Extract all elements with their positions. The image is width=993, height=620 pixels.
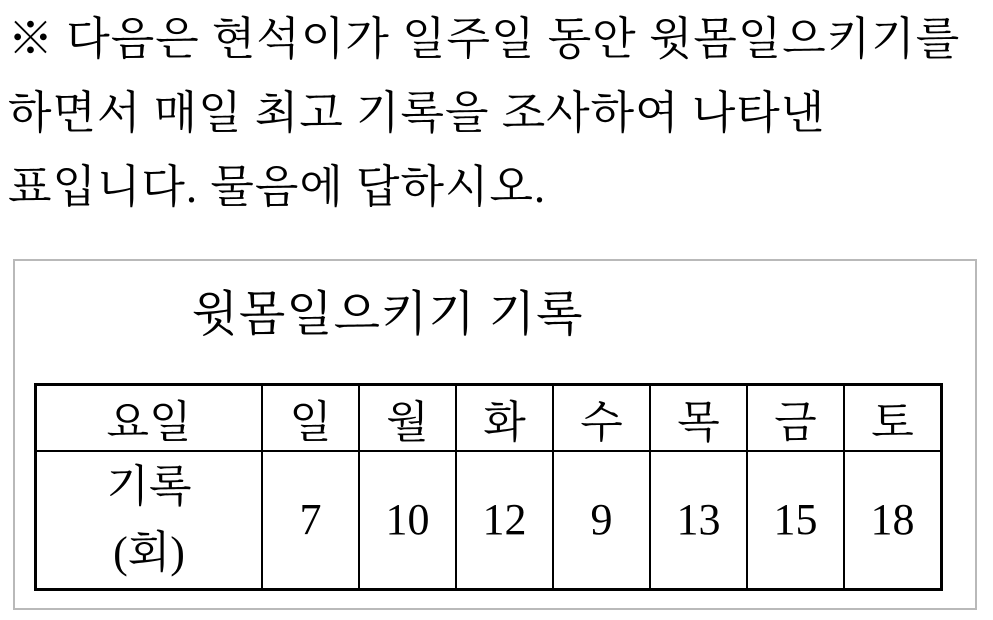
table-header-row	[36, 385, 942, 452]
header-cell-sat: 토	[844, 385, 942, 452]
value-cell-fri: 15	[747, 451, 844, 589]
header-cell-fri: 금	[747, 385, 844, 452]
record-table	[34, 383, 943, 591]
table-title: 윗몸일으키기 기록	[191, 288, 584, 341]
header-cell-thu: 목	[650, 385, 747, 452]
value-cell-sun: 7	[262, 451, 359, 589]
header-cell-day-label: 요일	[36, 385, 263, 452]
header-cell-sun: 일	[262, 385, 359, 452]
record-label-line-2: (회)	[113, 527, 185, 577]
record-label-cell	[36, 451, 263, 589]
problem-line-1: ※ 다음은 현석이가 일주일 동안 윗몸일으키기를	[8, 14, 961, 64]
value-cell-mon: 10	[359, 451, 456, 589]
record-label-line-1: 기록	[106, 461, 192, 511]
problem-line-3: 표입니다. 물음에 답하시오.	[8, 162, 547, 212]
value-cell-sat: 18	[844, 451, 942, 589]
record-panel	[13, 259, 977, 610]
header-cell-mon: 월	[359, 385, 456, 452]
value-cell-tue: 12	[456, 451, 553, 589]
value-cell-wed: 9	[553, 451, 650, 589]
problem-line-2: 하면서 매일 최고 기록을 조사하여 나타낸	[8, 88, 826, 138]
table-data-row	[36, 451, 942, 589]
header-cell-wed: 수	[553, 385, 650, 452]
value-cell-thu: 13	[650, 451, 747, 589]
header-cell-tue: 화	[456, 385, 553, 452]
problem-statement	[8, 2, 993, 224]
